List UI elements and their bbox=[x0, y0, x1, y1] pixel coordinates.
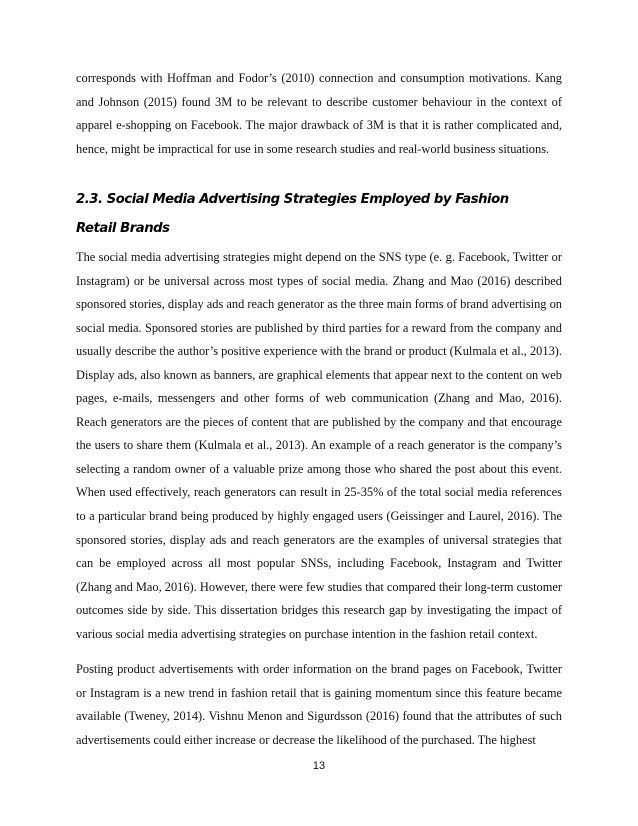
paragraph-advertising-strategies: The social media advertising strategies might depend on the SNS type (e. g. Facebook, Twitter or Instagram) or be universal across most types of social media. Zhang and Mao (2016) described sponsored stories, display ads and reach generator as the three main forms of brand advertising on social media. Sponsored stories are published by third parties for a reward from the company and usually describe the author’s positive experience with the brand or product (Kulmala et al., 2013). Display ads, also known as banners, are graphical elements that appear next to the content on web pages, e-mails, messengers and other forms of web communication (Zhang and Mao, 2016). Reach generators are the pieces of content that are published by the company and that encourage the users to share them (Kulmala et al., 2013). An example of a reach generator is the company’s selecting a random owner of a valuable prize among those who shared the post about this event. When used effectively, reach generators can result in 25-35% of the total social media references to a particular brand being produced by highly engaged users (Geissinger and Laurel, 2016). The sponsored stories, display ads and reach generators are the examples of universal strategies that can be employed across all most popular SNSs, including Facebook, Instagram and Twitter (Zhang and Mao, 2016). However, there were few studies that compared their long-term customer outcomes side by side. This dissertation bridges this research gap by investigating the impact of various social media advertising strategies on purchase intention in the fashion retail context. bbox=[76, 250, 563, 641]
section-heading: 2.3. Social Media Advertising Strategies Employed by Fashion Retail Brands bbox=[76, 192, 509, 236]
paragraph-motivations: corresponds with Hoffman and Fodor’s (2010) connection and consumption motivations. Kang and Johnson (2015) found 3M to be relevant to describe customer behaviour in the context of apparel e-shopping on Facebook. The major drawback of 3M is that it is rather complicated and, hence, might be impractical for use in some research studies and real-world business situations. bbox=[76, 71, 562, 156]
paragraph-product-advertisements: Posting product advertisements with order information on the brand pages on Facebook, Twitter or Instagram is a new trend in fashion retail that is gaining momentum since this feature became available (Tweney, 2014). Vishnu Menon and Sigurdsson (2016) found that the attributes of such advertisements could either increase or decrease the likelihood of the purchased. The highest bbox=[76, 662, 562, 747]
page-number: 13 bbox=[312, 760, 326, 772]
